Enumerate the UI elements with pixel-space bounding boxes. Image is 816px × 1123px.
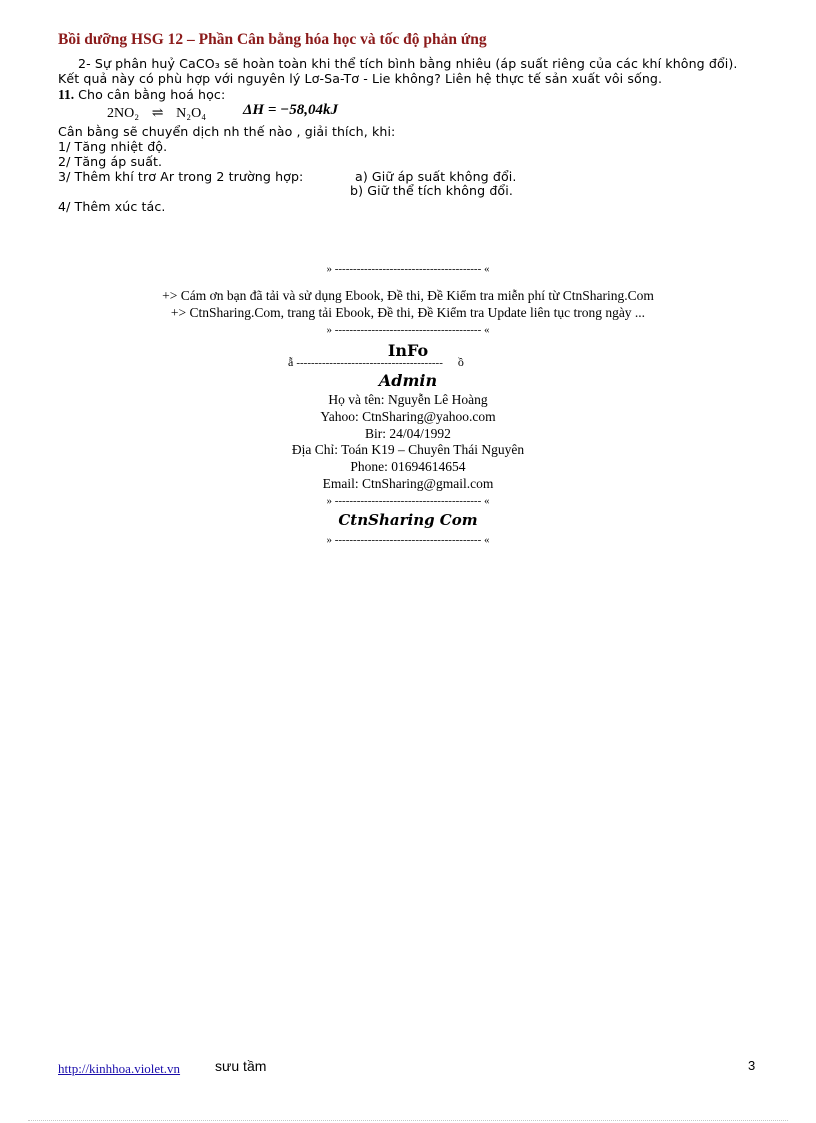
page-header: Bồi dưỡng HSG 12 – Phần Cân bằng hóa học và tốc độ phản ứng [58,31,487,48]
question-ask: Cân bằng sẽ chuyển dịch nh thế nào , giải thích, khi: [58,124,396,139]
thanks-line-1: +> Cám ơn bạn đã tải và sử dụng Ebook, Đề thi, Đề Kiểm tra miễn phí từ CtnSharing.Com [162,288,654,303]
enthalpy-change: ΔH = −58,04kJ [243,102,338,118]
separator-3: » ---------------------------------------- « [326,495,490,507]
problem-paragraph-line1: 2- Sự phân huỷ CaCO₃ sẽ hoàn toàn khi thể tích bình bằng nhiêu (áp suất riêng của các khí không đổi). [78,56,738,71]
separator-2: » ---------------------------------------- « [326,324,490,336]
admin-birthday: Bir: 24/04/1992 [365,426,451,441]
separator-4: » ---------------------------------------- « [326,534,490,546]
info-separator [288,355,464,370]
condition-item-4: 4/ Thêm xúc tác. [58,199,166,214]
footer-suffix: sưu tầm [215,1058,267,1074]
site-title: CtnSharing Com [338,511,478,529]
admin-phone: Phone: 01694614654 [350,459,466,474]
thanks-line-2: +> CtnSharing.Com, trang tải Ebook, Đề thi, Đề Kiểm tra Update liên tục trong ngày ... [170,305,646,320]
admin-address: Địa Chỉ: Toán K19 – Chuyên Thái Nguyên [291,442,525,457]
question-intro: Cho cân bằng hoá học: [78,87,226,102]
reaction-equation [107,105,206,122]
equilibrium-arrow: ⇌ [151,106,164,121]
admin-yahoo: Yahoo: CtnSharing@yahoo.com [320,409,496,424]
info-separator-line: ---------------------------------------- [296,357,443,369]
admin-name: Họ và tên: Nguyễn Lê Hoàng [328,392,488,407]
page-bottom-rule [28,1120,788,1121]
question-11 [58,86,225,104]
reactant: 2NO₂ [107,106,140,121]
info-separator-right: ồ [457,355,464,369]
condition-item-2: 2/ Tăng áp suất. [58,154,163,169]
problem-paragraph-line2: Kết quả này có phù hợp với nguyên lý Lơ-Sa-Tơ - Lie không? Liên hệ thực tế sản xuất vôi sống. [58,71,663,86]
condition-item-1: 1/ Tăng nhiệt độ. [58,139,168,154]
condition-item-3a: a) Giữ áp suất không đổi. [355,169,517,184]
info-title: InFo [387,341,429,360]
page-number: 3 [748,1058,756,1073]
info-separator-left: ẫ [288,355,294,369]
question-number: 11. [58,87,75,102]
condition-item-3b: b) Giữ thể tích không đổi. [350,183,513,198]
footer-link[interactable]: http://kinhhoa.violet.vn [58,1061,181,1076]
product: N₂O₄ [176,106,207,121]
condition-item-3: 3/ Thêm khí trơ Ar trong 2 trường hợp: [58,169,304,184]
separator-1: » ---------------------------------------- « [326,263,490,275]
admin-email: Email: CtnSharing@gmail.com [322,476,494,491]
admin-title: Admin [378,371,438,390]
